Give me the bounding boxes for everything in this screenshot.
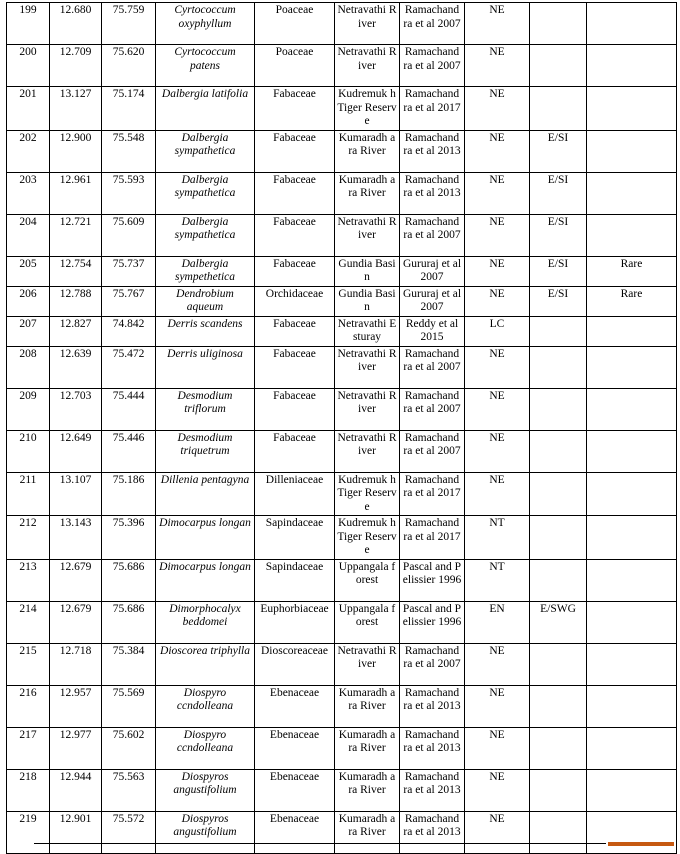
latitude-cell: 12.649: [50, 430, 102, 472]
species-name-cell: Dalbergia sympathetica: [156, 214, 255, 256]
longitude-cell: 75.759: [102, 3, 156, 45]
location-cell: Kumaradh ara River: [335, 685, 400, 727]
reference-cell: Ramachand ra et al 2013: [400, 769, 465, 811]
iucn-status-cell: NE: [465, 811, 530, 853]
footer-rule: [34, 843, 606, 844]
species-name-cell: Dalbergia latifolia: [156, 87, 255, 131]
rarity-status-cell: [587, 316, 677, 346]
location-cell: Kumaradh ara River: [335, 811, 400, 853]
endemism-cell: [530, 811, 587, 853]
endemism-cell: [530, 346, 587, 388]
iucn-status-cell: EN: [465, 601, 530, 643]
rarity-status-cell: Rare: [587, 286, 677, 316]
iucn-status-cell: NE: [465, 430, 530, 472]
latitude-cell: 12.679: [50, 559, 102, 601]
iucn-status-cell: NE: [465, 388, 530, 430]
location-cell: Gundia Basin: [335, 256, 400, 286]
rarity-status-cell: [587, 559, 677, 601]
species-name-cell: Derris scandens: [156, 316, 255, 346]
longitude-cell: 75.686: [102, 559, 156, 601]
rarity-status-cell: [587, 430, 677, 472]
reference-cell: Ramachand ra et al 2007: [400, 45, 465, 87]
family-cell: Fabaceae: [255, 130, 335, 172]
family-cell: Ebenaceae: [255, 727, 335, 769]
endemism-cell: E/SI: [530, 214, 587, 256]
species-name-cell: Desmodium triquetrum: [156, 430, 255, 472]
row-number-cell: 218: [7, 769, 50, 811]
table-row: [7, 643, 677, 685]
species-name-cell: Dendrobium aqueum: [156, 286, 255, 316]
family-cell: Ebenaceae: [255, 685, 335, 727]
species-name-cell: Diospyros angustifolium: [156, 811, 255, 853]
rarity-status-cell: [587, 472, 677, 516]
family-cell: Fabaceae: [255, 214, 335, 256]
endemism-cell: [530, 388, 587, 430]
family-cell: Fabaceae: [255, 388, 335, 430]
location-cell: Gundia Basin: [335, 286, 400, 316]
family-cell: Dioscoreaceae: [255, 643, 335, 685]
iucn-status-cell: NE: [465, 45, 530, 87]
endemism-cell: E/SI: [530, 130, 587, 172]
latitude-cell: 12.754: [50, 256, 102, 286]
rarity-status-cell: [587, 214, 677, 256]
rarity-status-cell: Rare: [587, 256, 677, 286]
table-row: [7, 430, 677, 472]
longitude-cell: 75.548: [102, 130, 156, 172]
family-cell: Ebenaceae: [255, 769, 335, 811]
iucn-status-cell: NT: [465, 559, 530, 601]
endemism-cell: [530, 516, 587, 560]
longitude-cell: 75.737: [102, 256, 156, 286]
rarity-status-cell: [587, 172, 677, 214]
iucn-status-cell: NE: [465, 130, 530, 172]
reference-cell: Pascal and Pelissier 1996: [400, 601, 465, 643]
reference-cell: Ramachand ra et al 2013: [400, 685, 465, 727]
row-number-cell: 202: [7, 130, 50, 172]
species-name-cell: Desmodium triflorum: [156, 388, 255, 430]
reference-cell: Ramachand ra et al 2007: [400, 346, 465, 388]
endemism-cell: [530, 769, 587, 811]
reference-cell: Ramachand ra et al 2013: [400, 172, 465, 214]
endemism-cell: [530, 87, 587, 131]
endemism-cell: E/SI: [530, 256, 587, 286]
latitude-cell: 12.679: [50, 601, 102, 643]
family-cell: Ebenaceae: [255, 811, 335, 853]
location-cell: Uppangala forest: [335, 601, 400, 643]
latitude-cell: 12.709: [50, 45, 102, 87]
reference-cell: Ramachand ra et al 2007: [400, 643, 465, 685]
reference-cell: Ramachand ra et al 2013: [400, 727, 465, 769]
row-number-cell: 219: [7, 811, 50, 853]
endemism-cell: [530, 316, 587, 346]
location-cell: Netravathi River: [335, 45, 400, 87]
latitude-cell: 13.127: [50, 87, 102, 131]
longitude-cell: 75.384: [102, 643, 156, 685]
row-number-cell: 215: [7, 643, 50, 685]
table-row: [7, 256, 677, 286]
family-cell: Dilleniaceae: [255, 472, 335, 516]
reference-cell: Gururaj et al 2007: [400, 286, 465, 316]
table-row: [7, 3, 677, 45]
reference-cell: Gururaj et al 2007: [400, 256, 465, 286]
rarity-status-cell: [587, 388, 677, 430]
family-cell: Fabaceae: [255, 430, 335, 472]
species-name-cell: Diospyro ccndolleana: [156, 685, 255, 727]
longitude-cell: 75.472: [102, 346, 156, 388]
endemism-cell: [530, 430, 587, 472]
longitude-cell: 75.186: [102, 472, 156, 516]
iucn-status-cell: NE: [465, 3, 530, 45]
family-cell: Poaceae: [255, 45, 335, 87]
location-cell: Kumaradh ara River: [335, 727, 400, 769]
rarity-status-cell: [587, 130, 677, 172]
table-row: [7, 214, 677, 256]
reference-cell: Ramachand ra et al 2017: [400, 87, 465, 131]
iucn-status-cell: NE: [465, 643, 530, 685]
location-cell: Kudremuk h Tiger Reserve: [335, 87, 400, 131]
family-cell: Orchidaceae: [255, 286, 335, 316]
iucn-status-cell: NE: [465, 214, 530, 256]
table-row: [7, 559, 677, 601]
reference-cell: Ramachand ra et al 2007: [400, 388, 465, 430]
longitude-cell: 75.620: [102, 45, 156, 87]
location-cell: Kumaradh ara River: [335, 130, 400, 172]
rarity-status-cell: [587, 516, 677, 560]
rarity-status-cell: [587, 643, 677, 685]
species-name-cell: Cyrtococcum patens: [156, 45, 255, 87]
iucn-status-cell: NE: [465, 472, 530, 516]
family-cell: Euphorbiaceae: [255, 601, 335, 643]
location-cell: Kumaradh ara River: [335, 769, 400, 811]
reference-cell: Reddy et al 2015: [400, 316, 465, 346]
reference-cell: Ramachand ra et al 2013: [400, 811, 465, 853]
latitude-cell: 12.957: [50, 685, 102, 727]
rarity-status-cell: [587, 3, 677, 45]
row-number-cell: 212: [7, 516, 50, 560]
table-body: [7, 3, 677, 854]
row-number-cell: 213: [7, 559, 50, 601]
latitude-cell: 12.703: [50, 388, 102, 430]
rarity-status-cell: [587, 727, 677, 769]
row-number-cell: 207: [7, 316, 50, 346]
family-cell: Fabaceae: [255, 346, 335, 388]
longitude-cell: 75.174: [102, 87, 156, 131]
longitude-cell: 75.593: [102, 172, 156, 214]
iucn-status-cell: NE: [465, 286, 530, 316]
endemism-cell: [530, 3, 587, 45]
endemism-cell: E/SI: [530, 286, 587, 316]
longitude-cell: 75.609: [102, 214, 156, 256]
table-row: [7, 769, 677, 811]
row-number-cell: 210: [7, 430, 50, 472]
longitude-cell: 75.572: [102, 811, 156, 853]
longitude-cell: 75.444: [102, 388, 156, 430]
row-number-cell: 217: [7, 727, 50, 769]
endemism-cell: [530, 727, 587, 769]
family-cell: Fabaceae: [255, 87, 335, 131]
table-row: [7, 601, 677, 643]
rarity-status-cell: [587, 601, 677, 643]
reference-cell: Ramachand ra et al 2007: [400, 430, 465, 472]
reference-cell: Ramachand ra et al 2007: [400, 214, 465, 256]
location-cell: Netravathi River: [335, 430, 400, 472]
iucn-status-cell: NE: [465, 172, 530, 214]
latitude-cell: 13.143: [50, 516, 102, 560]
location-cell: Netravathi Esturay: [335, 316, 400, 346]
species-name-cell: Dillenia pentagyna: [156, 472, 255, 516]
table-row: [7, 316, 677, 346]
endemism-cell: [530, 45, 587, 87]
row-number-cell: 205: [7, 256, 50, 286]
location-cell: Kudremuk h Tiger Reserve: [335, 516, 400, 560]
species-name-cell: Diospyro ccndolleana: [156, 727, 255, 769]
family-cell: Fabaceae: [255, 172, 335, 214]
latitude-cell: 12.788: [50, 286, 102, 316]
family-cell: Sapindaceae: [255, 516, 335, 560]
table-row: [7, 685, 677, 727]
rarity-status-cell: [587, 811, 677, 853]
location-cell: Uppangala forest: [335, 559, 400, 601]
row-number-cell: 208: [7, 346, 50, 388]
row-number-cell: 201: [7, 87, 50, 131]
row-number-cell: 203: [7, 172, 50, 214]
iucn-status-cell: NE: [465, 727, 530, 769]
location-cell: Netravathi River: [335, 643, 400, 685]
endemism-cell: [530, 472, 587, 516]
location-cell: Kumaradh ara River: [335, 172, 400, 214]
reference-cell: Ramachand ra et al 2007: [400, 3, 465, 45]
latitude-cell: 12.639: [50, 346, 102, 388]
table-row: [7, 87, 677, 131]
table-row: [7, 130, 677, 172]
longitude-cell: 75.396: [102, 516, 156, 560]
species-name-cell: Diospyros angustifolium: [156, 769, 255, 811]
latitude-cell: 13.107: [50, 472, 102, 516]
endemism-cell: [530, 643, 587, 685]
row-number-cell: 214: [7, 601, 50, 643]
row-number-cell: 204: [7, 214, 50, 256]
longitude-cell: 75.446: [102, 430, 156, 472]
rarity-status-cell: [587, 45, 677, 87]
rarity-status-cell: [587, 87, 677, 131]
family-cell: Fabaceae: [255, 256, 335, 286]
location-cell: Netravathi River: [335, 346, 400, 388]
longitude-cell: 75.602: [102, 727, 156, 769]
species-name-cell: Dalbergia sympathetica: [156, 130, 255, 172]
species-name-cell: Cyrtococcum oxyphyllum: [156, 3, 255, 45]
table-row: [7, 286, 677, 316]
species-name-cell: Dalbergia sympathetica: [156, 172, 255, 214]
table-row: [7, 346, 677, 388]
location-cell: Netravathi River: [335, 3, 400, 45]
species-name-cell: Dimorphocalyx beddomei: [156, 601, 255, 643]
table-row: [7, 388, 677, 430]
rarity-status-cell: [587, 769, 677, 811]
longitude-cell: 74.842: [102, 316, 156, 346]
species-name-cell: Derris uliginosa: [156, 346, 255, 388]
species-name-cell: Dioscorea triphylla: [156, 643, 255, 685]
rarity-status-cell: [587, 346, 677, 388]
latitude-cell: 12.977: [50, 727, 102, 769]
table-row: [7, 811, 677, 853]
iucn-status-cell: NE: [465, 256, 530, 286]
latitude-cell: 12.901: [50, 811, 102, 853]
reference-cell: Ramachand ra et al 2017: [400, 472, 465, 516]
row-number-cell: 199: [7, 3, 50, 45]
species-name-cell: Dimocarpus longan: [156, 516, 255, 560]
location-cell: Kudremuk h Tiger Reserve: [335, 472, 400, 516]
endemism-cell: [530, 559, 587, 601]
family-cell: Poaceae: [255, 3, 335, 45]
table-row: [7, 516, 677, 560]
latitude-cell: 12.680: [50, 3, 102, 45]
species-name-cell: Dimocarpus longan: [156, 559, 255, 601]
row-number-cell: 206: [7, 286, 50, 316]
location-cell: Netravathi River: [335, 214, 400, 256]
row-number-cell: 216: [7, 685, 50, 727]
iucn-status-cell: LC: [465, 316, 530, 346]
endemism-cell: E/SI: [530, 172, 587, 214]
table-row: [7, 472, 677, 516]
longitude-cell: 75.569: [102, 685, 156, 727]
endemism-cell: [530, 685, 587, 727]
family-cell: Fabaceae: [255, 316, 335, 346]
location-cell: Netravathi River: [335, 388, 400, 430]
row-number-cell: 209: [7, 388, 50, 430]
latitude-cell: 12.961: [50, 172, 102, 214]
latitude-cell: 12.900: [50, 130, 102, 172]
reference-cell: Ramachand ra et al 2013: [400, 130, 465, 172]
family-cell: Sapindaceae: [255, 559, 335, 601]
species-table: [6, 2, 677, 854]
iucn-status-cell: NE: [465, 769, 530, 811]
latitude-cell: 12.721: [50, 214, 102, 256]
row-number-cell: 211: [7, 472, 50, 516]
latitude-cell: 12.944: [50, 769, 102, 811]
footer-accent-bar: [608, 842, 674, 846]
longitude-cell: 75.563: [102, 769, 156, 811]
iucn-status-cell: NT: [465, 516, 530, 560]
latitude-cell: 12.718: [50, 643, 102, 685]
rarity-status-cell: [587, 685, 677, 727]
row-number-cell: 200: [7, 45, 50, 87]
table-row: [7, 727, 677, 769]
latitude-cell: 12.827: [50, 316, 102, 346]
iucn-status-cell: NE: [465, 346, 530, 388]
iucn-status-cell: NE: [465, 685, 530, 727]
endemism-cell: E/SWG: [530, 601, 587, 643]
species-name-cell: Dalbergia sympethetica: [156, 256, 255, 286]
table-row: [7, 172, 677, 214]
longitude-cell: 75.686: [102, 601, 156, 643]
longitude-cell: 75.767: [102, 286, 156, 316]
reference-cell: Pascal and Pelissier 1996: [400, 559, 465, 601]
table-row: [7, 45, 677, 87]
reference-cell: Ramachand ra et al 2017: [400, 516, 465, 560]
iucn-status-cell: NE: [465, 87, 530, 131]
